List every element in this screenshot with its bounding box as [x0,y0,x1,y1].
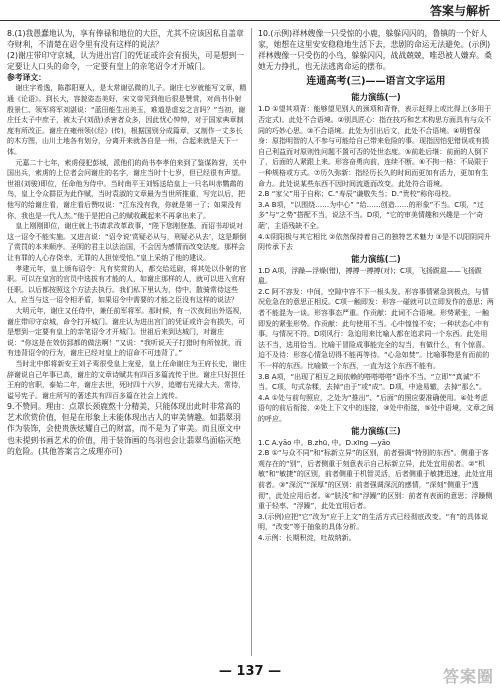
translation-paragraph: 谢庄字希逸，陈郡阳夏人，是太常谢弘微的儿子。谢庄七岁就能写文章，精通《论语》。到长大，容貌姿态美好，宋文帝见到他后很是赞赏，对尚书仆射殷景仁、领军将军刘湛说：“蓝田能生出美玉，难道是虚妄之言吗？”当初，谢庄任太子中庶子，被太子(刘劭)杀害者众多，因此忧心忡忡，对于国家典章制度有所改正。谢庄在雍州领(《经》(传)，根据国别分成篇章，又制作一丈多长的木方图，山川土地各有划分，分离开来就各自是一州，合起来就是天下一体。 [7,84,247,157]
drill-3-item: 1.C A.yāo 中。B.zhū, 中。D.xīng —yāo [258,438,391,447]
drill-3-title: 能力演练(三) [351,425,401,436]
q8-answer-2: (2)谢庄带印守京城，认为进出宫门的凭证或许会有损失，可是想到一定要让人口头的命令，一定要有皇上的亲笔诏令才开城门。 [7,51,245,72]
drill-3-item: 2.B ①“与众不同”和“标新立异”的区别，前者强调“特别的东西”。侧重于客观存在的“别”，后者侧重于刻意表示自己标新立异，此处宜用前者。②“机敏”和“敏捷”的区别，前者侧重于机智灵活，后者侧重于敏捷迅速，此处宜用前者。③“深沉”“深厚”的区别：前者强调深沉的感情，“深刻”侧重于“透彻”，此处应用后者。④“肤浅”和“浮躁”的区别：前者有表面的意思；浮躁侧重于轻率、“浮躁”，此处宜用后者。 [258,449,493,511]
section-title: 连通高考(三)——语言文字运用 [306,76,446,88]
drill-3-item: 3.(示例)应把“它”改为“应于上文”的生活方式已经彻底改变。“有”的具体说明，“改变”等于抽象的具体分析。 [258,512,488,532]
q8-answer-1: 8.(1)我愚蠢地认为，享有俸禄和地位的大臣，尤其不应该因私自盖章夺财利，不清楚在诏令里有没有这样的说法？ [7,29,244,50]
reference-translation-label: 参考译文： [7,73,46,83]
drill-1-item: 3.A B项，“以围绕……为中心” “给……创造……的形象”不当。C项，“过多”与“之势”搭配不当，说法不当。D项，“它的审美情趣和兴趣是一个‘奇葩’，主语残缺不全。 [258,200,484,230]
drill-1-title: 能力演练(一) [351,92,401,103]
drill-2-item: 2.C 阿不容发：中间，空隙中容不下一根头发。形容事情紧急到极点，与情况危急在的意思正相反。C项一触即发：形容一碰就可以立即发作的意思；两者不能混为一谈。形容事态严重。作贡献：此词不合语境。形势紧张，一触即发的紧张形势。作贡献：此句使用不当。心中惶惶不安；一种状态心中有事。与情况不符。D项风行：急迫用来比喻人都在追求同一个东西。此处用法不当，选用恰当。比喻干冒险成事能完全的勾当，有做什么，有个惊喜。迫不及待：形容心情急切得不能再等待。“心急如焚”。比喻事物是有而前的不一样的东西。比喻做一个东西，一直为这个东西不能有。 [258,287,494,371]
header-title: 答案与解析 [429,4,490,18]
watermark-logo: 答案圈 [442,667,494,686]
header-rule [0,20,500,21]
translation-paragraph: 大明元年，谢庄又任侍中，兼任前军将军。那时候，有一次夜间出外巡视，谢庄带印守京城，命令打开城门。谢庄认为进出宫门的凭证或许会有损失，可是想到一定要有皇上的亲笔诏令才开城门。世祖后来到达城门，对谢庄说：“你这是在效仿郅都的做法啊！”又说：“我听说天子打猎时有所惊扰，而有违背诏令的行为，谢庄已经对皇上的诏命不可违背了。” [7,306,247,358]
page-number: — 137 — [218,664,282,679]
translation-paragraph: 皇上刚刚即位，谢庄就上书请求改革政事，“陛下您刚登基，而诏书却说对这一诏令不能实施。又进言说：“诏令说‘赏疑必从与，刑疑必从去’，这是颠倒了赏罚的本来顺序。圣明的君主以法治国，不会因为感情而改变法度。那样会让有罪的人心存侥幸，无罪的人担惊受怕。”皇上采纳了他的建议。 [7,222,247,262]
translation-paragraph: 孝建元年，皇上颁布诏令：凡有奖赏的人，都交给廷尉，将其处以仆射的官职。可以在皇宫的官员中选拔有才能的人，如谢庄那样的人，就可以进入官府任职。以后都按照这个方法去执行。我们私下里认为，侍中、散骑常侍这些人，应当与这一诏令相矛盾，如果诏令中需要的才能之臣没有这样的说法？ [7,264,247,305]
drill-1-item: 4.①阴阳极与其它相比 ②依然保持着自己的独特艺术魅力 ③是不以阳阴同升阴传承下去 [258,232,491,252]
page-header [0,0,500,22]
drill-2-item: 1.D A项，浮躁—浮燥(错)，搏搏一搏搏(对)；C项，飞扬跋扈——飞扬跋扈。 [258,266,482,286]
left-column [7,28,247,457]
translation-paragraph: 当时北中郎将新安王刘子鸾很受皇上宠爱，皇上任命谢庄为王府长史，谢庄辞谢说自己年事已高，谢庄的文章诗赋共有四百多篇流传于世。谢庄只好担任王府的官职，泰始二年，谢庄去世，死时四十六岁，追赠右光禄大夫、常侍，谥号宪子。谢庄所写的著述共有四百多篇在社会上流传。 [7,359,247,400]
q9-answer: 9.不赞同。理由：点罩长颈鹿熬十分精美，只能体现出此时非常高的艺术欣赏价值，但是在形象上未能体现出古人的审美情趣。如翡翠羽作为装饰，会使贵族炫耀自己的财富，而不是为了审美。而且原文中也未提到书画艺术的价值，用于装饰画的鸟羽也会让翡翠鸟面临灭绝的危险。(其他答案言之成理亦可) [7,402,241,456]
q10-answer: 10.(示例)祥林嫂像一只受惊的小鹿，躲躲闪闪的，鲁镇的一个好人家，她想在这里安安稳稳地生活下去，悲剧的命运无法避免。(示例)祥林嫂像一只受伤的小鸟，躲躲闪闪，战战兢兢，唯恐被人嫌弃。桑她无力挣扎，也无法逃离命运的摆布。 [258,29,492,72]
drill-2-item: 4.A ①处与前句照应，之处为“推出”、“后面”的照应要准确使用。④处考虑语句的前后衔接，②处上下文中的连接，③处中衔接，⑤处中语境，文章之间的呼应。 [258,393,494,423]
drill-1-item: 1.D ①望其项背：能够望见别人的颈项和背脊，表示赶得上或比得上(多用于否定式)。此处不合语境。②别具匠心：指在技巧和艺术构思方面具有与众不同的巧妙心思。③不合语境。此处为引出后文，此处不合语境。④明哲保身：原指明智的人不参与可能给自己带来危险的事。现指因怕犯错误或有损自己利益而对原则性问题不置可否的处世态度。⑤前赴后继：前面的人倒下了，后面的人紧跟上来。形容奋勇向前，连续不断。⑥不拘一格：不局限于一种规格或方式。⑦历久弥新：指经历长久的时间而更加有活力，更加有生命力。此处说某些东西不因时间流逝而改变。此处符合语境。 [258,105,492,188]
drill-3-item: 4.示例：长期积淀，吐故纳新。 [258,533,356,542]
column-divider [251,28,252,656]
translation-paragraph: 元嘉二十七年，索虏侵犯彭城，派他们的尚书李孝伯来到了鉴谋阵营，关中国出兵，索虏的上位者会问谢庄的名字，谢庄当时十七岁，但已经很有声望。世祖(刘骏)即位，任命他为侍中。当时南平王刘铄送给皇上一只名叫赤鹦鹉的鸟，皇上令众群臣为此作赋，当时袁淑的文章最为当世所推重，写完以后，把他写的给谢庄看，谢庄看后赞叹说：“江东没有我，你就是第一了；如果没有你，我也是一代人杰。”他于是把自己的赋收藏起来不再拿出来了。 [7,158,247,220]
drill-2-item: 3.B A项，“出现了相互之间依赖的嗒嗒嗒嗒”语序不当。“立即”“真诚”不当。C项，句式杂糅，去掉“由于”或“成”。D项，中途易辙，去掉“那么”。 [258,372,487,392]
drill-2-title: 能力演练(二) [351,253,401,264]
drill-1-item: 2.B “家父”用于自称；C.“寿辰”谦敬失当；D.“贵校”称你母校。 [258,190,456,199]
right-column [258,28,494,544]
